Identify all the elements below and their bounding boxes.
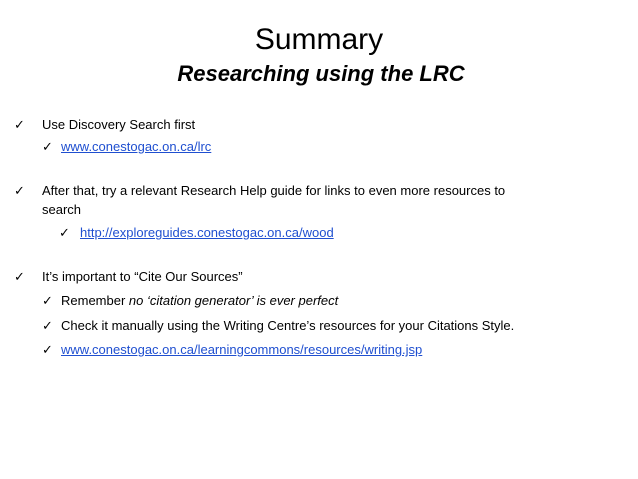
checkmark-icon: ✓ [59, 225, 70, 240]
bullet-discovery-search: Use Discovery Search first [42, 117, 196, 132]
slide-subtitle: Researching using the LRC [177, 61, 465, 86]
checkmark-icon: ✓ [42, 342, 53, 357]
slide-title: Summary [254, 23, 384, 56]
link-lrc[interactable]: www.conestogac.on.ca/lrc [61, 139, 212, 154]
checkmark-icon: ✓ [42, 318, 53, 333]
remember-prefix: Remember [61, 293, 129, 308]
subbullet-remember [61, 292, 338, 310]
remember-italic: no ‘citation generator’ is ever perfect [128, 293, 339, 308]
bullet-research-help-line1: After that, try a relevant Research Help guide for links to even more resources to [42, 183, 506, 198]
bullet-cite-sources: It’s important to “Cite Our Sources” [42, 269, 243, 284]
checkmark-icon: ✓ [14, 183, 25, 198]
checkmark-icon: ✓ [42, 139, 53, 154]
link-writing-centre[interactable]: www.conestogac.on.ca/learningcommons/resources/writing.jsp [61, 342, 423, 357]
subbullet-check-manually: Check it manually using the Writing Centre’s resources for your Citations Style. [61, 318, 515, 333]
link-exploreguides[interactable]: http://exploreguides.conestogac.on.ca/wood [80, 225, 334, 240]
checkmark-icon: ✓ [14, 117, 25, 132]
checkmark-icon: ✓ [42, 293, 53, 308]
checkmark-icon: ✓ [14, 269, 25, 284]
bullet-research-help-line2: search [42, 202, 82, 217]
